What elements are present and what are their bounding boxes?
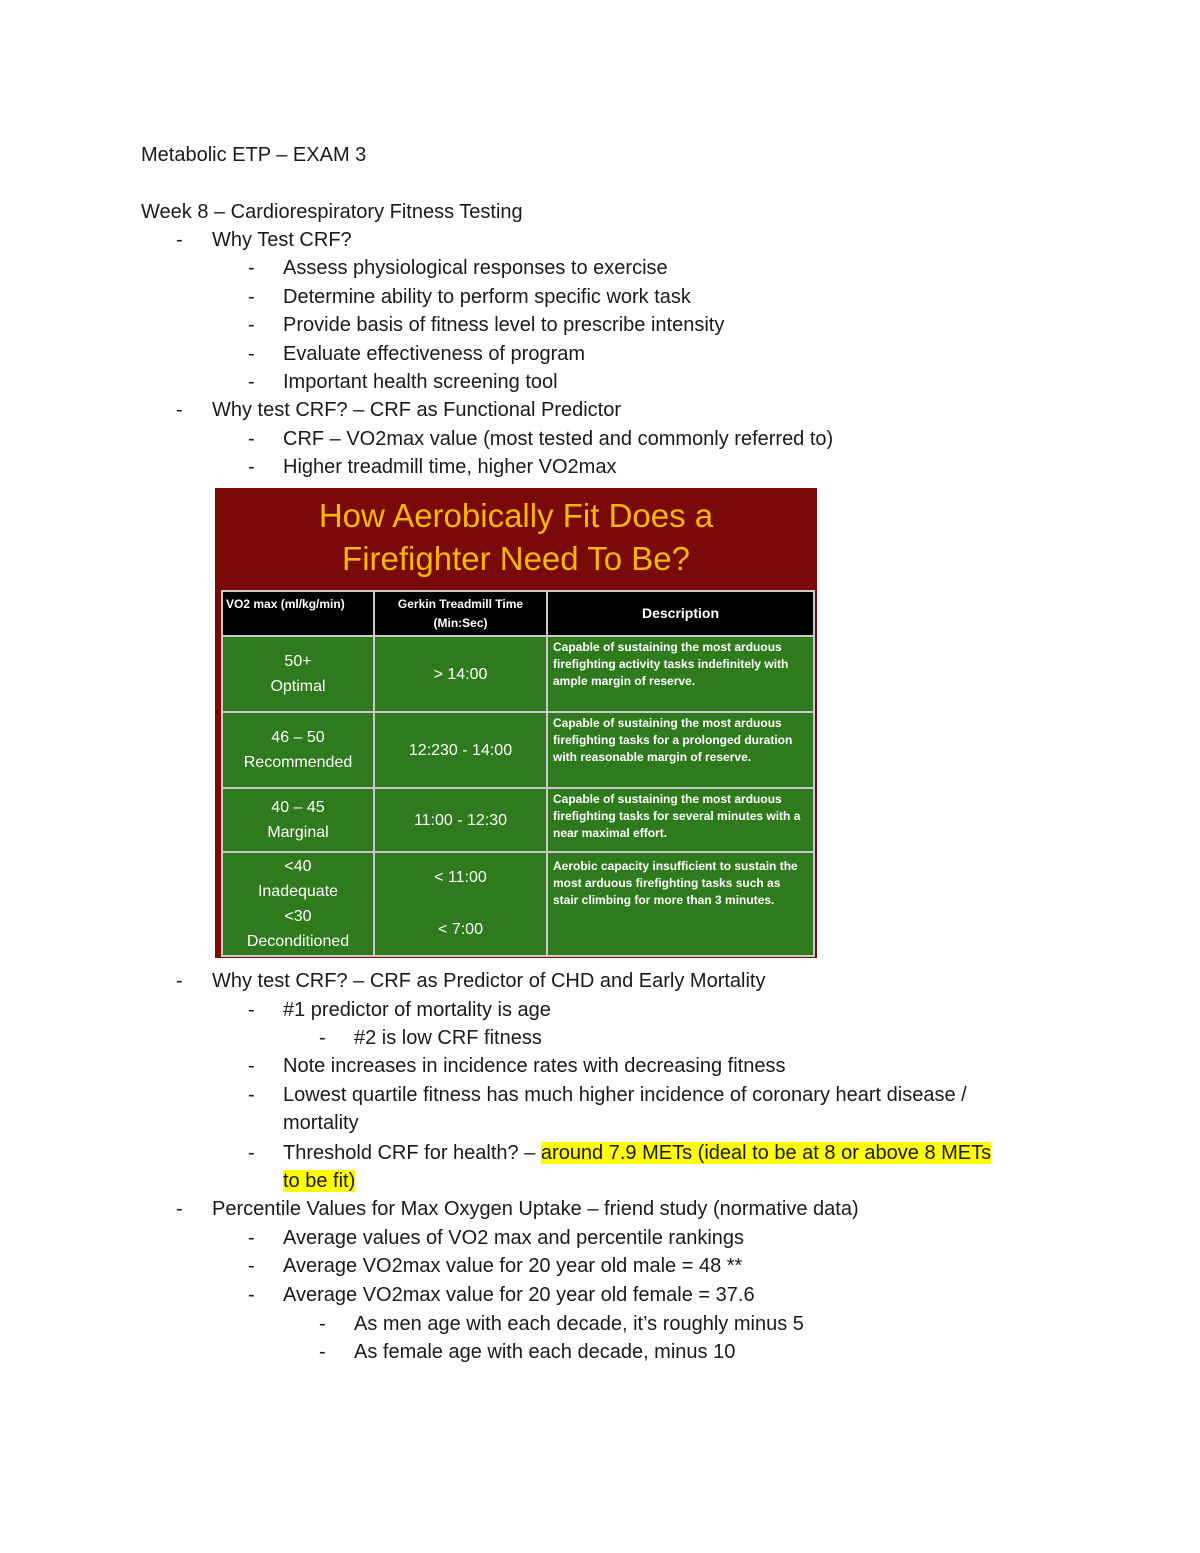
treadmill-time: < 11:00 xyxy=(434,869,487,886)
list-item-text: Determine ability to perform specific work task xyxy=(283,286,691,308)
vo2-value: 40 – 45 xyxy=(271,799,325,816)
bullet-dash: - xyxy=(248,1255,255,1277)
list-item-threshold xyxy=(283,1140,991,1166)
list-item: Note increases in incidence rates with decreasing fitness xyxy=(283,1055,786,1077)
bullet-dash: - xyxy=(248,257,255,279)
fire-table-title-line1: How Aerobically Fit Does a xyxy=(318,497,714,534)
threshold-text: Threshold CRF for health? – xyxy=(283,1142,541,1164)
bullet-dash: - xyxy=(319,1341,326,1363)
list-item: Lowest quartile fitness has much higher incidence of coronary heart disease / xyxy=(283,1084,967,1106)
fire-table-grid xyxy=(221,590,815,957)
list-item: Assess physiological responses to exercise xyxy=(283,257,668,279)
bullet-dash: - xyxy=(319,1027,326,1049)
bullet-dash: - xyxy=(248,286,255,308)
week-heading: Week 8 – Cardiorespiratory Fitness Testing xyxy=(141,201,523,223)
header-vo2: VO2 max (ml/kg/min) xyxy=(222,591,374,636)
vo2-value: 50+ xyxy=(284,653,312,670)
vo2-value: 46 – 50 xyxy=(271,729,325,746)
bullet-dash: - xyxy=(248,1055,255,1077)
section-why-test: Why Test CRF? xyxy=(212,229,352,251)
fire-table-title xyxy=(215,494,817,580)
list-item-continued xyxy=(283,1168,355,1194)
vo2-level: Optimal xyxy=(270,678,326,695)
bullet-dash: - xyxy=(248,1142,255,1164)
vo2-level: Recommended xyxy=(243,754,353,771)
bullet-dash: - xyxy=(319,1313,326,1335)
list-item: Provide basis of fitness level to prescribe intensity xyxy=(283,314,725,336)
list-item: Evaluate effectiveness of program xyxy=(283,343,586,365)
description-cell: Aerobic capacity insufficient to sustain the most arduous firefighting tasks such as stair climbing for more than 3 minutes. xyxy=(547,852,814,956)
bullet-dash: - xyxy=(248,343,255,365)
bullet-dash: - xyxy=(248,1227,255,1249)
list-item: Higher treadmill time, higher VO2max xyxy=(283,456,617,478)
list-item-text: Average VO2max value for 20 year old female = 37.6 xyxy=(283,1284,755,1306)
section-percentile: Percentile Values for Max Oxygen Uptake – friend study (normative data) xyxy=(212,1198,859,1220)
vo2-value: <30 xyxy=(284,908,312,925)
table-row xyxy=(222,852,814,956)
bullet-dash: - xyxy=(248,456,255,478)
treadmill-time: > 14:00 xyxy=(374,636,547,712)
bullet-dash: - xyxy=(248,1284,255,1306)
header-description: Description xyxy=(547,591,814,636)
list-item-text: As men age with each decade, it’s roughly minus 5 xyxy=(354,1313,804,1335)
document-title: Metabolic ETP – EXAM 3 xyxy=(141,144,367,166)
bullet-dash: - xyxy=(176,970,183,992)
list-item: Important health screening tool xyxy=(283,371,558,393)
fire-table-title-line2: Firefighter Need To Be? xyxy=(342,540,690,577)
list-item-continued: mortality xyxy=(283,1112,359,1134)
bullet-dash: - xyxy=(176,229,183,251)
section-functional: Why test CRF? – CRF as Functional Predictor xyxy=(212,399,622,421)
vo2-cell-warning xyxy=(222,852,374,956)
header-gerkin: Gerkin Treadmill Time (Min:Sec) xyxy=(374,591,547,636)
description-cell: Capable of sustaining the most arduous firefighting tasks for several minutes with a near maximal effort. xyxy=(547,788,814,852)
treadmill-time: < 7:00 xyxy=(438,921,483,938)
vo2-level: Inadequate xyxy=(257,883,339,900)
bullet-dash: - xyxy=(176,399,183,421)
firefighter-fitness-table xyxy=(215,488,817,958)
treadmill-time-cell xyxy=(374,852,547,956)
vo2-cell xyxy=(222,712,374,788)
list-item: Average values of VO2 max and percentile rankings xyxy=(283,1227,745,1249)
list-item-text: #2 is low CRF fitness xyxy=(354,1027,542,1049)
section-chd: Why test CRF? – CRF as Predictor of CHD and Early Mortality xyxy=(212,970,766,992)
treadmill-time: 12:230 - 14:00 xyxy=(374,712,547,788)
vo2-level: Marginal xyxy=(267,824,329,841)
bullet-dash: - xyxy=(248,428,255,450)
description-cell: Capable of sustaining the most arduous firefighting activity tasks indefinitely with ample margin of reserve. xyxy=(547,636,814,712)
list-item-text: #1 predictor of mortality is age xyxy=(283,999,551,1021)
description-cell: Capable of sustaining the most arduous firefighting tasks for a prolonged duration with reasonable margin of reserve. xyxy=(547,712,814,788)
threshold-highlight: around 7.9 METs (ideal to be at 8 or above 8 METs xyxy=(540,1142,992,1164)
table-row xyxy=(222,712,814,788)
vo2-cell xyxy=(222,636,374,712)
treadmill-time: 11:00 - 12:30 xyxy=(374,788,547,852)
list-item-text: As female age with each decade, minus 10 xyxy=(354,1341,736,1363)
bullet-dash: - xyxy=(248,1084,255,1106)
bullet-dash: - xyxy=(248,314,255,336)
vo2-cell xyxy=(222,788,374,852)
threshold-highlight: to be fit) xyxy=(283,1170,356,1192)
list-item-text: Average VO2max value for 20 year old male = 48 ** xyxy=(283,1255,743,1277)
bullet-dash: - xyxy=(248,999,255,1021)
list-item: CRF – VO2max value (most tested and commonly referred to) xyxy=(283,428,834,450)
vo2-value: <40 xyxy=(284,858,312,875)
vo2-level: Deconditioned xyxy=(246,933,350,950)
table-row xyxy=(222,788,814,852)
table-row xyxy=(222,636,814,712)
bullet-dash: - xyxy=(176,1198,183,1220)
bullet-dash: - xyxy=(248,371,255,393)
